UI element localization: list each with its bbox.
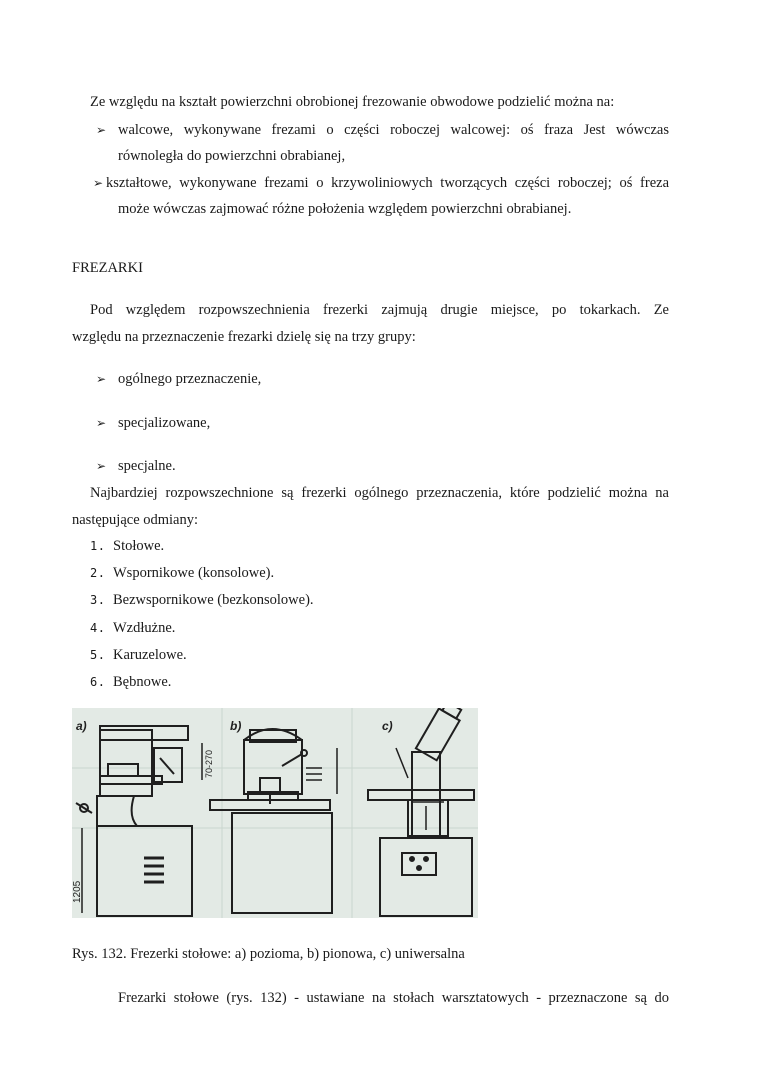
paragraph-3-line-1: Frezarki stołowe (rys. 132) - ustawiane na stołach warsztatowych - przeznaczone są do: [118, 990, 669, 1006]
list-item: Bezwspornikowe (bezkonsolowe).: [113, 592, 314, 608]
milling-type-cylindrical-cont: równoległa do powierzchni obrabianej,: [118, 148, 346, 164]
milling-type-shaped: kształtowe, wykonywane frezami o krzywoliniowych tworzących części roboczej; oś freza: [106, 175, 669, 191]
list-number: 6.: [90, 675, 106, 689]
list-number: 3.: [90, 593, 106, 607]
list-item: Stołowe.: [113, 538, 165, 554]
milling-machines-figure: [72, 708, 478, 918]
bullet-arrow-icon: ➢: [96, 459, 107, 473]
list-item: Karuzelowe.: [113, 647, 187, 663]
list-item: Wspornikowe (konsolowe).: [113, 565, 275, 581]
list-number: 4.: [90, 621, 106, 635]
milling-type-cylindrical: walcowe, wykonywane frezami o części roboczej walcowej: oś fraza Jest wówczas: [118, 122, 669, 138]
group-item-special: specjalne.: [118, 458, 176, 474]
list-number: 2.: [90, 566, 106, 580]
group-item-general: ogólnego przeznaczenie,: [118, 371, 262, 387]
figure-label-a: a): [76, 719, 87, 733]
dimension-label: 70-270: [204, 749, 214, 778]
list-item: Wzdłużne.: [113, 620, 176, 636]
figure-label-c: c): [382, 719, 393, 733]
figure-label-b: b): [230, 719, 242, 733]
machine-drawings: [72, 708, 478, 918]
dimension-label: 1205: [72, 880, 83, 903]
bullet-arrow-icon: ➢: [96, 372, 107, 386]
paragraph-2-line-2: następujące odmiany:: [72, 512, 199, 528]
paragraph-1-line-2: względu na przeznaczenie frezarki dzielę się na trzy grupy:: [72, 329, 416, 345]
list-number: 1.: [90, 539, 106, 553]
milling-type-shaped-cont: może wówczas zajmować różne położenia względem powierzchni obrabianej.: [118, 201, 572, 217]
list-item: Bębnowe.: [113, 674, 172, 690]
intro-text: Ze względu na kształt powierzchni obrobionej frezowanie obwodowe podzielić można na:: [90, 94, 615, 110]
paragraph-2-line-1: Najbardziej rozpowszechnione są frezerki ogólnego przeznaczenia, które podzielić można na: [90, 485, 669, 501]
bullet-arrow-icon: ➢: [96, 123, 107, 137]
section-heading: FREZARKI: [72, 260, 143, 276]
list-number: 5.: [90, 648, 106, 662]
figure-caption: Rys. 132. Frezerki stołowe: a) pozioma, b) pionowa, c) uniwersalna: [72, 946, 465, 962]
bullet-arrow-icon: ➢: [96, 416, 107, 430]
group-item-specialized: specjalizowane,: [118, 415, 211, 431]
bullet-arrow-icon: ➢: [93, 176, 104, 190]
paragraph-1-line-1: Pod względem rozpowszechnienia frezerki zajmują drugie miejsce, po tokarkach. Ze: [90, 302, 669, 318]
